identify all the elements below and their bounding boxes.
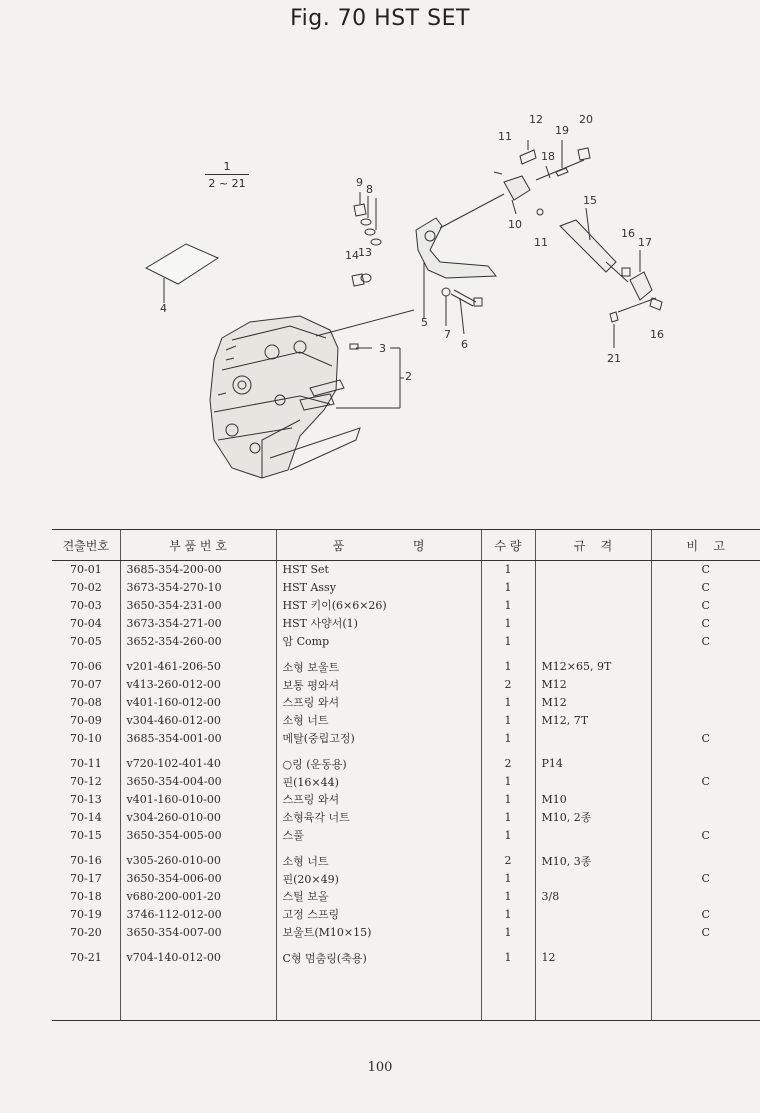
cell-remarks: C xyxy=(651,826,760,844)
empty-cell xyxy=(276,1002,481,1020)
cell-spec: 12 xyxy=(535,941,651,967)
cell-spec xyxy=(535,826,651,844)
table-row xyxy=(52,888,760,906)
figure-title: Fig. 70 HST SET xyxy=(290,6,470,31)
table-row xyxy=(52,808,760,826)
empty-cell xyxy=(120,985,276,1003)
table-header-row xyxy=(52,530,760,561)
cell-remarks: C xyxy=(651,597,760,615)
cell-remarks: C xyxy=(651,773,760,791)
cell-part-no: v304-460-012-00 xyxy=(120,711,276,729)
cell-part-no: v704-140-012-00 xyxy=(120,941,276,967)
cell-spec: M10, 3종 xyxy=(535,844,651,870)
empty-cell xyxy=(120,1002,276,1020)
parts-table-body xyxy=(52,561,760,1021)
cell-remarks xyxy=(651,676,760,694)
cell-part-no: v401-160-012-00 xyxy=(120,694,276,712)
cell-spec xyxy=(535,729,651,747)
cell-ref-no: 70-04 xyxy=(70,616,102,630)
table-row xyxy=(52,747,760,773)
cell-ref-no: 70-01 xyxy=(70,563,102,577)
cell-spec: M12 xyxy=(535,694,651,712)
cell-ref-no: 70-15 xyxy=(70,828,102,842)
cell-ref-no: 70-02 xyxy=(70,581,102,595)
cell-quantity: 1 xyxy=(481,941,535,967)
cell-remarks xyxy=(651,941,760,967)
empty-cell xyxy=(481,1002,535,1020)
cell-part-name: HST Assy xyxy=(276,579,481,597)
cell-part-name: 암 Comp xyxy=(276,632,481,650)
cell-quantity: 1 xyxy=(481,711,535,729)
cell-spec: M10 xyxy=(535,791,651,809)
cell-part-name: 소형 너트 xyxy=(276,844,481,870)
cell-remarks xyxy=(651,808,760,826)
header-ref-no: 견출번호 xyxy=(52,530,120,561)
cell-ref-no: 70-11 xyxy=(70,757,102,771)
callout-16b: 16 xyxy=(650,328,664,341)
cell-quantity: 1 xyxy=(481,923,535,941)
cell-spec xyxy=(535,597,651,615)
cell-part-no: v305-260-010-00 xyxy=(120,844,276,870)
empty-row xyxy=(52,967,760,985)
cell-part-no: v413-260-012-00 xyxy=(120,676,276,694)
cell-part-no: 3746-112-012-00 xyxy=(120,905,276,923)
cell-quantity: 1 xyxy=(481,905,535,923)
empty-row xyxy=(52,1002,760,1020)
callout-6: 6 xyxy=(461,338,468,351)
table-row xyxy=(52,941,760,967)
cell-ref-no: 70-19 xyxy=(70,907,102,921)
cell-remarks xyxy=(651,650,760,676)
cell-remarks xyxy=(651,711,760,729)
cell-quantity: 1 xyxy=(481,694,535,712)
cell-part-no: v401-160-010-00 xyxy=(120,791,276,809)
part-15-spool xyxy=(560,208,628,282)
cell-ref-no: 70-14 xyxy=(70,810,102,824)
part-5-arm xyxy=(416,218,496,318)
table-row xyxy=(52,791,760,809)
cell-ref-no: 70-21 xyxy=(70,951,102,965)
cell-quantity: 1 xyxy=(481,870,535,888)
cell-part-name: 스풀 xyxy=(276,826,481,844)
cell-remarks: C xyxy=(651,614,760,632)
cell-remarks xyxy=(651,747,760,773)
cell-part-no: 3685-354-001-00 xyxy=(120,729,276,747)
cell-ref-no: 70-12 xyxy=(70,775,102,789)
cell-part-name: ○링 (운동용) xyxy=(276,747,481,773)
cell-spec xyxy=(535,923,651,941)
callout-20: 20 xyxy=(579,113,593,126)
table-row xyxy=(52,844,760,870)
cell-part-no: 3650-354-006-00 xyxy=(120,870,276,888)
empty-row xyxy=(52,985,760,1003)
cell-part-no: 3650-354-007-00 xyxy=(120,923,276,941)
empty-cell xyxy=(52,985,120,1003)
cell-part-name: 핀(16×44) xyxy=(276,773,481,791)
empty-cell xyxy=(52,967,120,985)
cell-spec: 3/8 xyxy=(535,888,651,906)
cell-part-no: v680-200-001-20 xyxy=(120,888,276,906)
cell-spec xyxy=(535,614,651,632)
cell-part-name: 스프링 와셔 xyxy=(276,791,481,809)
cell-ref-no: 70-13 xyxy=(70,792,102,806)
callout-5: 5 xyxy=(421,316,428,329)
cell-part-name: C형 멈춤링(축용) xyxy=(276,941,481,967)
cell-spec: M10, 2종 xyxy=(535,808,651,826)
callout-9: 9 xyxy=(356,176,363,189)
cell-remarks: C xyxy=(651,870,760,888)
cell-part-name: 보통 평와셔 xyxy=(276,676,481,694)
cell-ref-no: 70-16 xyxy=(70,854,102,868)
table-row xyxy=(52,561,760,579)
empty-cell xyxy=(535,985,651,1003)
table-row xyxy=(52,632,760,650)
empty-cell xyxy=(651,1002,760,1020)
empty-cell xyxy=(651,967,760,985)
hst-housing xyxy=(210,316,360,478)
cell-quantity: 2 xyxy=(481,844,535,870)
callout-16a: 16 xyxy=(621,227,635,240)
callout-4: 4 xyxy=(160,302,167,315)
cell-quantity: 1 xyxy=(481,888,535,906)
cell-quantity: 1 xyxy=(481,773,535,791)
callout-10: 10 xyxy=(508,218,522,231)
parts-nut-washer-stack xyxy=(352,192,381,286)
cell-spec: M12, 7T xyxy=(535,711,651,729)
part-10-metal xyxy=(440,176,543,228)
table-row xyxy=(52,923,760,941)
cell-remarks: C xyxy=(651,729,760,747)
table-row xyxy=(52,870,760,888)
empty-cell xyxy=(481,967,535,985)
cell-quantity: 1 xyxy=(481,579,535,597)
cell-quantity: 1 xyxy=(481,561,535,579)
cell-remarks: C xyxy=(651,632,760,650)
table-row xyxy=(52,711,760,729)
cell-ref-no: 70-03 xyxy=(70,598,102,612)
cell-quantity: 1 xyxy=(481,808,535,826)
cell-ref-no: 70-08 xyxy=(70,695,102,709)
table-row xyxy=(52,905,760,923)
sub-assembly-fraction xyxy=(205,160,249,190)
cell-part-name: HST 사양서(1) xyxy=(276,614,481,632)
callout-12: 12 xyxy=(529,113,543,126)
cell-part-no: v304-260-010-00 xyxy=(120,808,276,826)
callout-18: 18 xyxy=(541,150,555,163)
cell-part-name: 스프링 와셔 xyxy=(276,694,481,712)
empty-cell xyxy=(651,985,760,1003)
header-part-name: 품 명 xyxy=(276,530,481,561)
cell-part-name: 보울트(M10×15) xyxy=(276,923,481,941)
cell-spec xyxy=(535,773,651,791)
callout-11a: 11 xyxy=(498,130,512,143)
empty-cell xyxy=(481,985,535,1003)
fraction-denominator: 2 ~ 21 xyxy=(208,177,246,190)
cell-ref-no: 70-07 xyxy=(70,678,102,692)
callout-21: 21 xyxy=(607,352,621,365)
empty-cell xyxy=(120,967,276,985)
cell-quantity: 1 xyxy=(481,791,535,809)
cell-spec xyxy=(535,579,651,597)
header-remarks: 비 고 xyxy=(651,530,760,561)
cell-quantity: 1 xyxy=(481,632,535,650)
empty-cell xyxy=(535,1002,651,1020)
empty-cell xyxy=(276,985,481,1003)
table-row xyxy=(52,650,760,676)
cell-remarks xyxy=(651,844,760,870)
cell-remarks: C xyxy=(651,561,760,579)
cell-ref-no: 70-20 xyxy=(70,925,102,939)
cell-remarks xyxy=(651,791,760,809)
cell-spec xyxy=(535,632,651,650)
cell-part-no: v201-461-206-50 xyxy=(120,650,276,676)
cell-spec: P14 xyxy=(535,747,651,773)
cell-spec xyxy=(535,561,651,579)
callout-15: 15 xyxy=(583,194,597,207)
cell-part-name: HST 키이(6×6×26) xyxy=(276,597,481,615)
cell-quantity: 2 xyxy=(481,747,535,773)
cell-part-name: 핀(20×49) xyxy=(276,870,481,888)
cell-ref-no: 70-05 xyxy=(70,634,102,648)
exploded-diagram xyxy=(0,0,760,520)
cell-spec: M12×65, 9T xyxy=(535,650,651,676)
callout-14: 14 xyxy=(345,249,359,262)
cell-part-name: 소형 보울트 xyxy=(276,650,481,676)
header-quantity: 수 량 xyxy=(481,530,535,561)
header-spec: 규 격 xyxy=(535,530,651,561)
cell-spec: M12 xyxy=(535,676,651,694)
cell-remarks: C xyxy=(651,579,760,597)
cell-part-no: 3673-354-271-00 xyxy=(120,614,276,632)
callout-3: 3 xyxy=(379,342,386,355)
callout-8: 8 xyxy=(366,183,373,196)
cell-quantity: 1 xyxy=(481,826,535,844)
callout-2: 2 xyxy=(405,370,412,383)
cell-part-name: 메탈(중립고정) xyxy=(276,729,481,747)
header-part-no: 부 품 번 호 xyxy=(120,530,276,561)
callout-17: 17 xyxy=(638,236,652,249)
cell-quantity: 1 xyxy=(481,650,535,676)
cell-quantity: 1 xyxy=(481,729,535,747)
cell-ref-no: 70-10 xyxy=(70,731,102,745)
cell-spec xyxy=(535,905,651,923)
empty-cell xyxy=(276,967,481,985)
cell-quantity: 2 xyxy=(481,676,535,694)
table-row xyxy=(52,826,760,844)
cell-spec xyxy=(535,870,651,888)
cell-remarks xyxy=(651,694,760,712)
page-number: 100 xyxy=(367,1060,393,1075)
table-row xyxy=(52,579,760,597)
table-row xyxy=(52,614,760,632)
cell-ref-no: 70-09 xyxy=(70,713,102,727)
cell-part-no: 3650-354-004-00 xyxy=(120,773,276,791)
callout-11b: 11 xyxy=(534,236,548,249)
cell-part-no: 3685-354-200-00 xyxy=(120,561,276,579)
cell-remarks xyxy=(651,888,760,906)
parts-table xyxy=(52,529,760,1021)
cell-part-no: 3650-354-005-00 xyxy=(120,826,276,844)
cell-part-no: v720-102-401-40 xyxy=(120,747,276,773)
callout-13: 13 xyxy=(358,246,372,259)
part-4-sheet xyxy=(146,244,218,284)
empty-cell xyxy=(52,1002,120,1020)
cell-ref-no: 70-17 xyxy=(70,872,102,886)
cell-part-name: 스틸 보올 xyxy=(276,888,481,906)
cell-quantity: 1 xyxy=(481,597,535,615)
table-row xyxy=(52,597,760,615)
cell-remarks: C xyxy=(651,923,760,941)
table-row xyxy=(52,729,760,747)
cell-part-name: HST Set xyxy=(276,561,481,579)
cell-ref-no: 70-06 xyxy=(70,660,102,674)
cell-part-no: 3673-354-270-10 xyxy=(120,579,276,597)
cell-part-name: 소형 너트 xyxy=(276,711,481,729)
table-row xyxy=(52,773,760,791)
fraction-numerator: 1 xyxy=(205,160,249,175)
cell-remarks: C xyxy=(651,905,760,923)
cell-part-no: 3652-354-260-00 xyxy=(120,632,276,650)
empty-cell xyxy=(535,967,651,985)
table-row xyxy=(52,694,760,712)
cell-part-name: 소형육각 너트 xyxy=(276,808,481,826)
callout-7: 7 xyxy=(444,328,451,341)
cell-quantity: 1 xyxy=(481,614,535,632)
cell-part-no: 3650-354-231-00 xyxy=(120,597,276,615)
cell-ref-no: 70-18 xyxy=(70,889,102,903)
cell-part-name: 고정 스프링 xyxy=(276,905,481,923)
callout-19: 19 xyxy=(555,124,569,137)
table-row xyxy=(52,676,760,694)
